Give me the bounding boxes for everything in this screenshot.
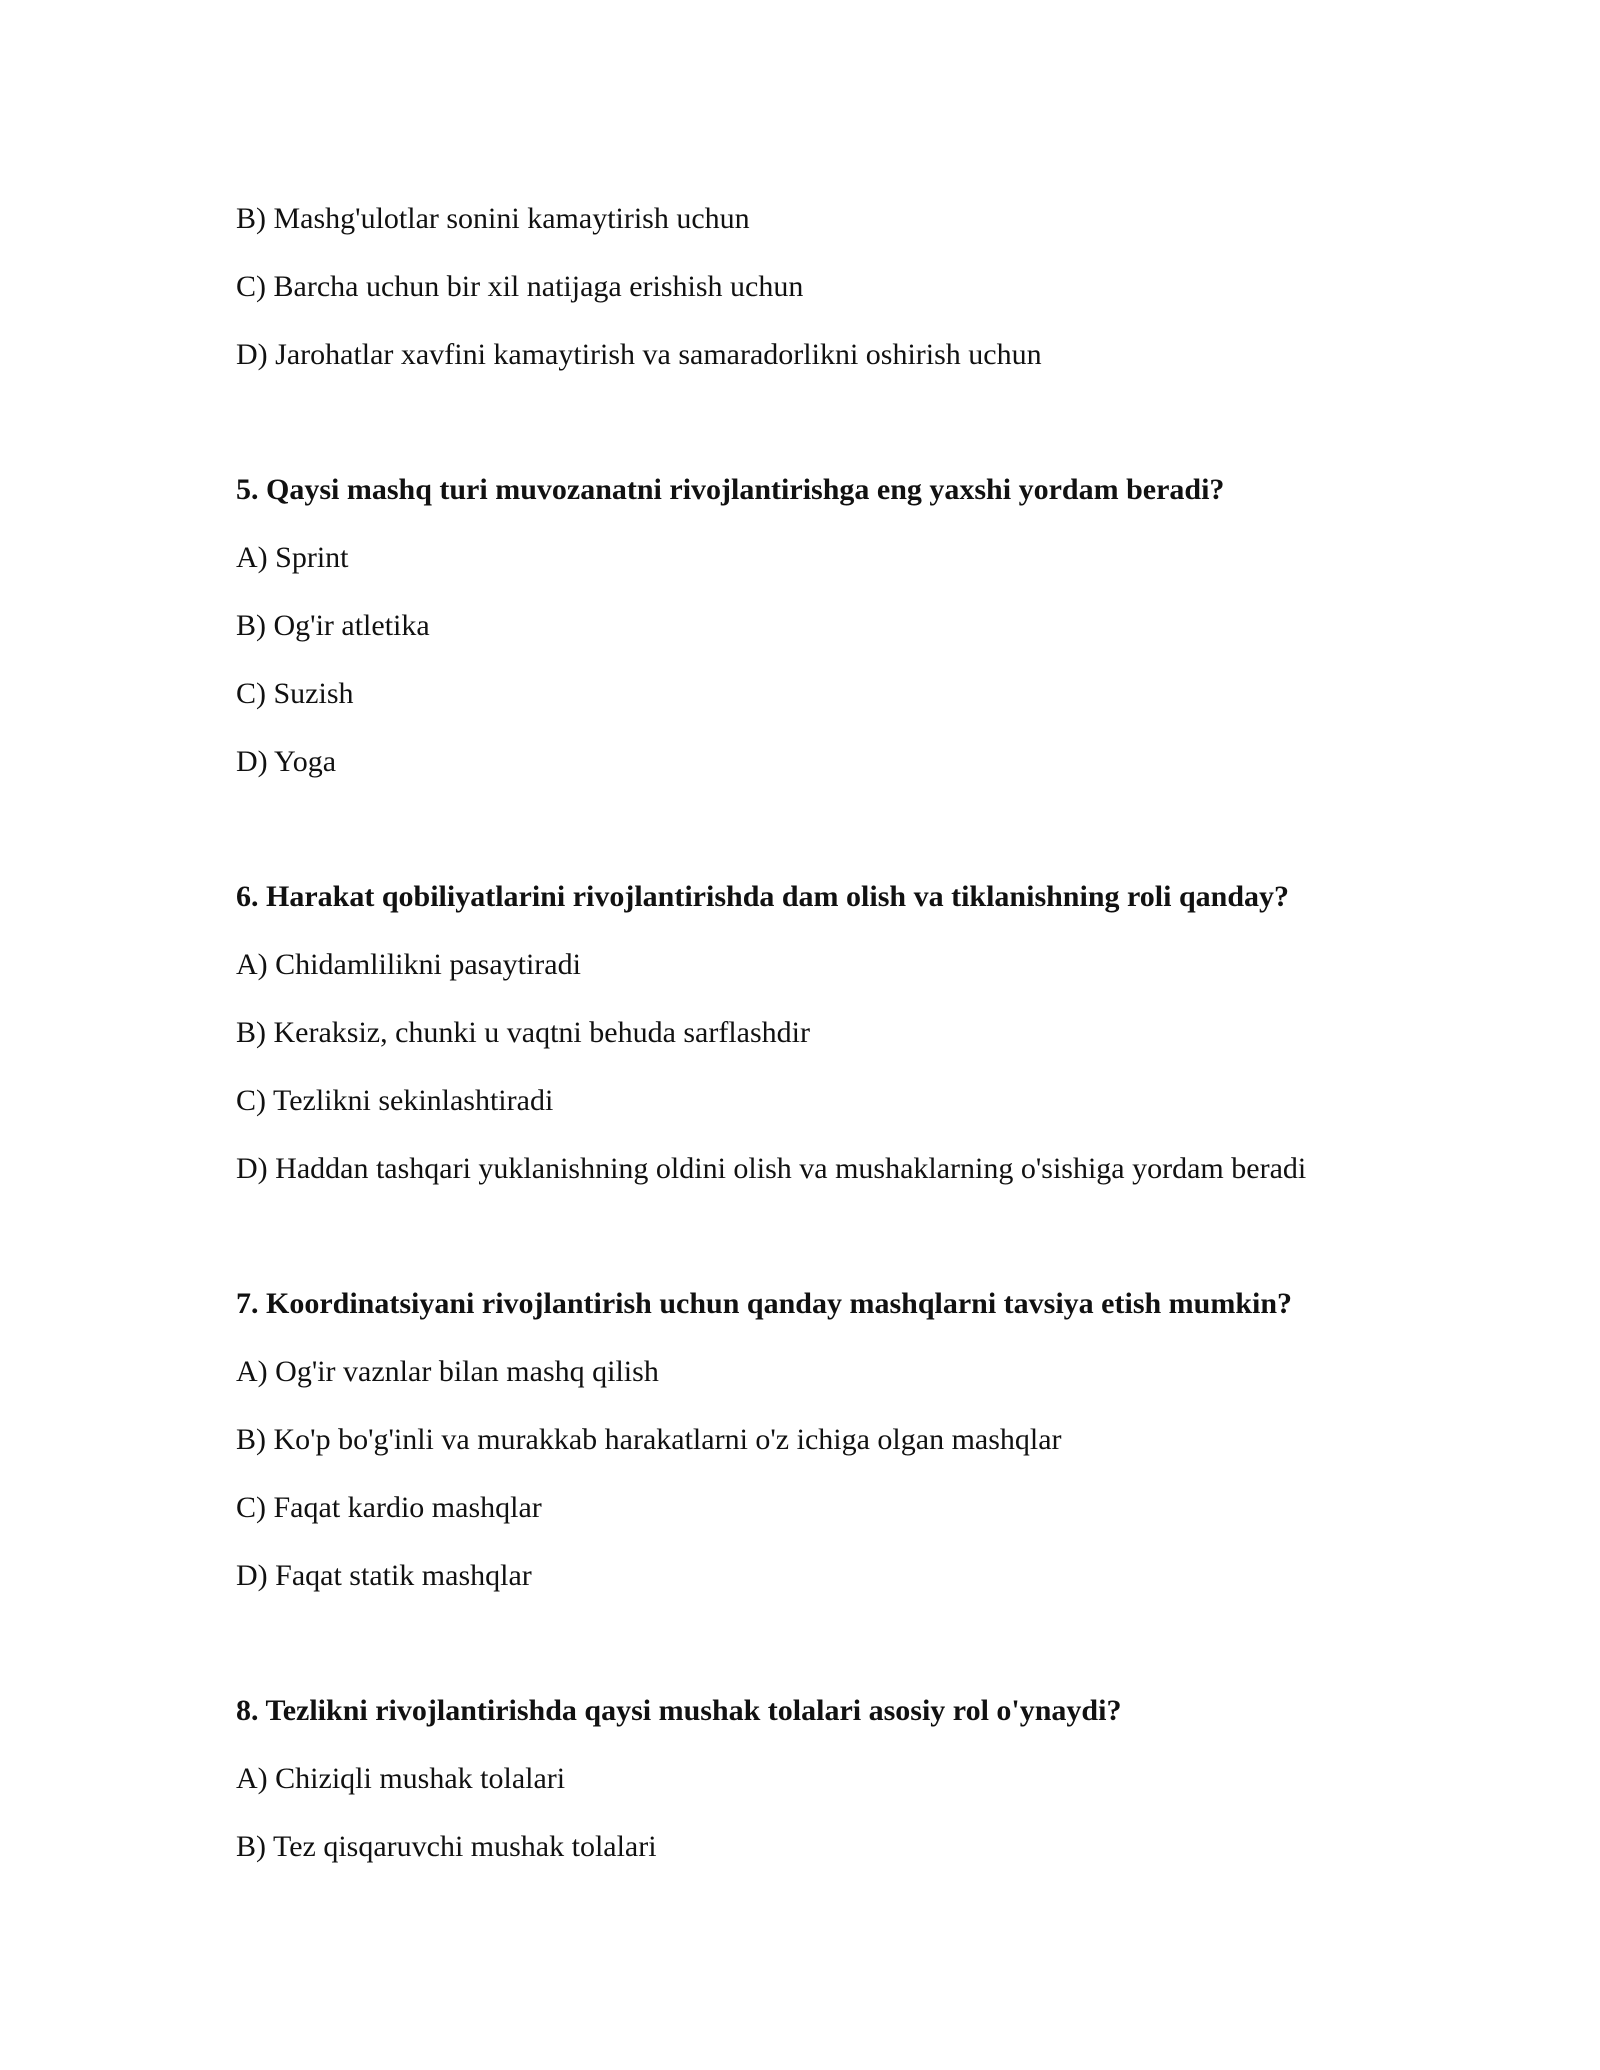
- answer-option: C) Tezlikni sekinlashtiradi: [236, 1084, 554, 1117]
- section-gap: [236, 796, 1486, 863]
- answer-option: B) Tez qisqaruvchi mushak tolalari: [236, 1830, 657, 1863]
- section-gap: [236, 389, 1486, 456]
- answer-option: C) Faqat kardio mashqlar: [236, 1491, 542, 1524]
- answer-option: B) Keraksiz, chunki u vaqtni behuda sarflashdir: [236, 1016, 810, 1049]
- section-gap: [236, 1203, 1486, 1270]
- answer-option: A) Chidamlilikni pasaytiradi: [236, 948, 581, 981]
- answer-option: D) Jarohatlar xavfini kamaytirish va samaradorlikni oshirish uchun: [236, 338, 1042, 371]
- answer-option: D) Haddan tashqari yuklanishning oldini olish va mushaklarning o'sishiga yordam beradi: [236, 1152, 1307, 1185]
- question-text: 5. Qaysi mashq turi muvozanatni rivojlantirishga eng yaxshi yordam beradi?: [236, 473, 1225, 506]
- answer-option: D) Yoga: [236, 745, 337, 778]
- section-gap: [236, 1610, 1486, 1677]
- question-text: 6. Harakat qobiliyatlarini rivojlantirishda dam olish va tiklanishning roli qanday?: [236, 880, 1290, 913]
- document-content: [236, 185, 1486, 1881]
- answer-option: B) Ko'p bo'g'inli va murakkab harakatlarni o'z ichiga olgan mashqlar: [236, 1423, 1062, 1456]
- answer-option: A) Sprint: [236, 541, 349, 574]
- answer-option: B) Og'ir atletika: [236, 609, 430, 642]
- question-text: 8. Tezlikni rivojlantirishda qaysi mushak tolalari asosiy rol o'ynaydi?: [236, 1694, 1122, 1727]
- answer-option: C) Suzish: [236, 677, 354, 710]
- answer-option: A) Chiziqli mushak tolalari: [236, 1762, 566, 1795]
- answer-option: A) Og'ir vaznlar bilan mashq qilish: [236, 1355, 659, 1388]
- question-text: 7. Koordinatsiyani rivojlantirish uchun qanday mashqlarni tavsiya etish mumkin?: [236, 1287, 1293, 1320]
- answer-option: D) Faqat statik mashqlar: [236, 1559, 532, 1592]
- answer-option: C) Barcha uchun bir xil natijaga erishish uchun: [236, 270, 804, 303]
- answer-option: B) Mashg'ulotlar sonini kamaytirish uchun: [236, 202, 750, 235]
